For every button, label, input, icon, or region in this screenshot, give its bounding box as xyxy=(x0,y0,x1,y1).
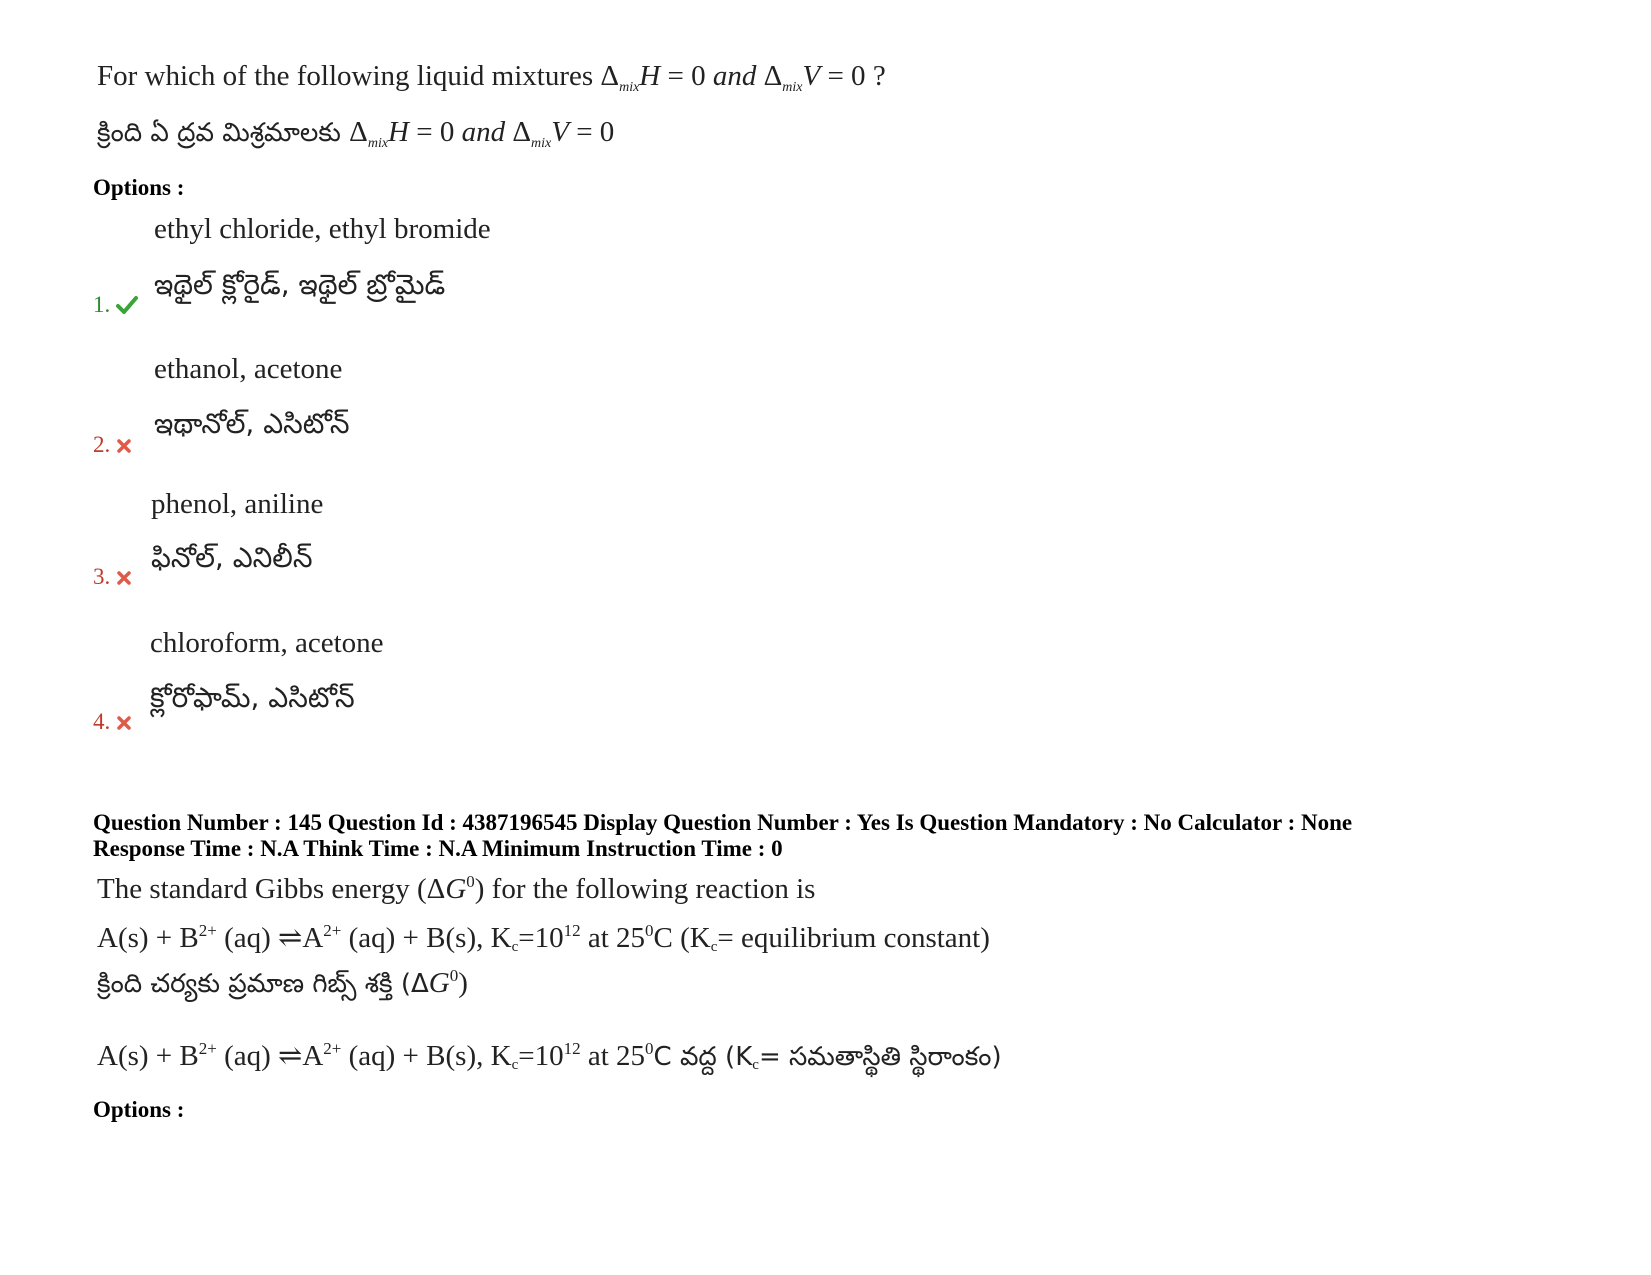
rx-c: (aq) + B(s), K xyxy=(341,922,512,954)
math-g-sup: 0 xyxy=(466,872,475,891)
math-qmark: ? xyxy=(865,60,886,92)
stem-2-te-b: ) xyxy=(458,967,468,999)
option-2-en: ethanol, acetone xyxy=(154,353,343,385)
math-delta-te-2: Δ xyxy=(512,116,532,148)
rx-d: =10 xyxy=(518,922,564,954)
math-h: H xyxy=(639,60,661,92)
math-and: and xyxy=(712,60,757,92)
rx-te-deg: 0 xyxy=(645,1039,654,1058)
cross-icon xyxy=(116,711,132,737)
question-stem-en xyxy=(97,60,886,96)
rx-te-d: =10 xyxy=(518,1040,564,1072)
option-2-te: ఇథానోల్, ఎసిటోన్ xyxy=(154,407,350,440)
math-and-te: and xyxy=(461,116,506,148)
option-3-num-text: 3. xyxy=(93,564,111,589)
option-1-num-text: 1. xyxy=(93,292,111,317)
rx-c-sub-2: c xyxy=(710,939,718,955)
option-3-en: phenol, aniline xyxy=(151,488,324,520)
option-4-num-text: 4. xyxy=(93,709,111,734)
math-eq-te: = 0 xyxy=(409,116,462,148)
math-g-sup-te: 0 xyxy=(449,966,459,985)
rx-te-c-sub: c xyxy=(511,1057,519,1073)
stem-2-a: The standard Gibbs energy (Δ xyxy=(97,873,446,905)
math-delta-2: Δ xyxy=(763,60,783,92)
rx-c-sub: c xyxy=(511,939,519,955)
rx-exp: 12 xyxy=(563,921,581,940)
rx-te-charge-2: 2+ xyxy=(323,1039,342,1058)
math-g-te: G xyxy=(428,967,450,999)
rx-a: A(s) + B xyxy=(97,922,199,954)
math-h-te: H xyxy=(388,116,409,148)
option-3-number xyxy=(93,564,132,592)
rx-g: = equilibrium constant) xyxy=(717,922,990,954)
option-1-number xyxy=(93,292,138,320)
math-delta: Δ xyxy=(600,60,620,92)
rx-e: at 25 xyxy=(580,922,646,954)
stem-2-b: ) for the following reaction is xyxy=(474,873,816,905)
cross-icon xyxy=(116,434,132,460)
rx-charge-1: 2+ xyxy=(198,921,217,940)
math-eq: = 0 xyxy=(660,60,713,92)
option-1-te: ఇథైల్ క్లోరైడ్, ఇథైల్ బ్రోమైడ్ xyxy=(154,268,446,301)
rx-charge-2: 2+ xyxy=(323,921,342,940)
rx-te-e: at 25 xyxy=(580,1040,646,1072)
rx-f: C (K xyxy=(653,922,711,954)
stem-text: For which of the following liquid mixtures xyxy=(97,60,601,92)
option-1-en: ethyl chloride, ethyl bromide xyxy=(154,213,491,245)
rx-b: (aq) ⇌A xyxy=(216,922,324,954)
option-2-num-text: 2. xyxy=(93,432,111,457)
option-2-number xyxy=(93,432,132,460)
question-meta-line-1: Question Number : 145 Question Id : 4387196545 Display Question Number : Yes Is Question Mandatory : No Calculator : None xyxy=(93,810,1353,835)
option-4-te: క్లోరోఫామ్, ఎసిటోన్ xyxy=(150,681,355,714)
math-eq-end: = 0 xyxy=(820,60,866,92)
stem-te-text: క్రింది ఏ ద్రవ మిశ్రమాలకు xyxy=(97,118,350,148)
rx-te-charge-1: 2+ xyxy=(198,1039,217,1058)
reaction-te xyxy=(97,1038,1002,1078)
rx-te-c: (aq) + B(s), K xyxy=(341,1040,512,1072)
option-3-te: ఫినోల్, ఎనిలీన్ xyxy=(151,541,313,574)
reaction-en xyxy=(97,920,990,956)
rx-te-c-sub-2: c xyxy=(752,1057,759,1073)
rx-te-f: C వద్ద (K xyxy=(653,1042,753,1072)
rx-te-exp: 12 xyxy=(563,1039,581,1058)
option-4-number xyxy=(93,709,132,737)
math-mix-sub-2: mix xyxy=(782,80,803,95)
check-icon xyxy=(116,294,138,320)
math-mix-sub-te: mix xyxy=(367,136,389,151)
math-eq-end-te: = 0 xyxy=(568,116,615,148)
math-v-te: V xyxy=(551,116,569,148)
math-mix-sub: mix xyxy=(619,80,640,95)
cross-icon xyxy=(116,566,132,592)
option-4-en: chloroform, acetone xyxy=(150,627,384,659)
options-label: Options : xyxy=(93,175,185,200)
math-mix-sub-te-2: mix xyxy=(531,136,552,151)
question-stem-te xyxy=(97,116,614,154)
rx-te-b: (aq) ⇌A xyxy=(216,1040,324,1072)
question-meta-line-2: Response Time : N.A Think Time : N.A Minimum Instruction Time : 0 xyxy=(93,836,783,861)
math-v: V xyxy=(802,60,821,92)
rx-te-a: A(s) + B xyxy=(97,1040,199,1072)
math-delta-te: Δ xyxy=(349,116,368,148)
math-g: G xyxy=(445,873,467,905)
question-2-stem-te xyxy=(97,966,468,1005)
rx-deg: 0 xyxy=(645,921,654,940)
options-label-2: Options : xyxy=(93,1097,185,1122)
stem-2-te-a: క్రింది చర్యకు ప్రమాణ గిబ్స్ శక్తి (Δ xyxy=(97,969,429,999)
question-2-stem-en xyxy=(97,872,815,906)
rx-te-g: = సమతాస్థితి స్థిరాంకం) xyxy=(758,1042,1002,1072)
